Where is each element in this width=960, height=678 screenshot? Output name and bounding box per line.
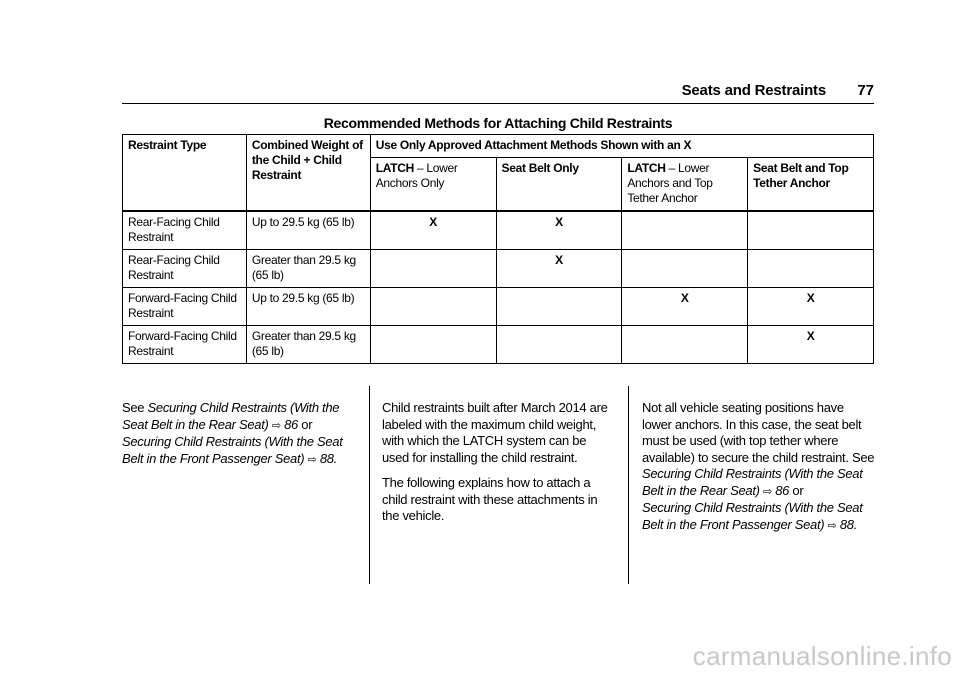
row-mark [370,250,496,288]
reference-arrow-icon: ⇨ [307,453,317,466]
page-ref[interactable]: 86 [775,482,790,498]
table-row [123,288,874,326]
page-number: 77 [857,82,874,99]
row-mark: X [622,288,748,326]
column-divider [369,386,370,584]
row-mark [622,250,748,288]
row-mark [748,211,874,250]
cross-reference-paragraph [122,400,360,468]
row-weight: Up to 29.5 kg (65 lb) [246,288,370,326]
column-divider [628,386,629,584]
method-bold: Seat Belt and Top Tether Anchor [753,161,849,190]
page-ref[interactable]: 88. [319,450,338,466]
reference-arrow-icon: ⇨ [827,519,837,532]
page-ref[interactable]: 86 [284,416,298,432]
cross-reference-link[interactable]: Securing Child Restraints (With the Seat Belt in the Rear Seat) [642,466,863,498]
row-mark [496,288,622,326]
table-row [123,250,874,288]
row-type: Forward-Facing Child Restraint [123,288,247,326]
header-method [496,158,622,212]
table-title: Recommended Methods for Attaching Child Restraints [323,115,673,131]
page-ref[interactable]: 88. [839,516,858,532]
header-method [370,158,496,212]
row-mark: X [370,211,496,250]
watermark: carmanualsonline.info [692,641,952,671]
method-rest: – Lower Anchors Only [375,161,458,190]
cross-reference-link[interactable]: Securing Child Restraints (With the Seat Belt in the Rear Seat) [122,400,340,432]
child-restraint-table [122,134,874,364]
cross-reference-link[interactable]: Securing Child Restraints (With the Seat Belt in the Front Passenger Seat) [122,434,343,466]
row-mark [370,326,496,364]
paragraph: The following explains how to attach a child restraint with these attachments in the vehicle. [382,475,598,523]
header-rule [122,103,874,104]
table-row [123,326,874,364]
text-column-1 [122,400,360,477]
reference-arrow-icon: ⇨ [763,485,772,498]
row-mark: X [496,250,622,288]
cross-reference-link[interactable]: Securing Child Restraints (With the Seat Belt in the Front Passenger Seat) [642,500,863,532]
or-text: or [789,482,804,498]
row-type: Forward-Facing Child Restraint [123,326,247,364]
body-text: Not all vehicle seating positions have lower anchors. In this case, the seat belt must be used (with top tether where available) to secure the child restraint. See [642,400,875,465]
row-mark: X [496,211,622,250]
header-methods-group: Use Only Approved Attachment Methods Shown with an X [370,135,873,158]
header-combined-weight: Combined Weight of the Child + Child Restraint [246,135,370,212]
header-method [622,158,748,212]
row-mark [748,250,874,288]
row-mark: X [748,326,874,364]
table-row [123,211,874,250]
text-column-3 [642,400,876,543]
paragraph: Child restraints built after March 2014 are labeled with the maximum child weight, with which the LATCH system can be used for installing the child restraint. [382,400,608,465]
method-bold: LATCH [375,161,414,175]
header-method [748,158,874,212]
method-bold: Seat Belt Only [501,161,579,175]
or-text: or [297,416,313,432]
row-weight: Greater than 29.5 kg (65 lb) [246,250,370,288]
row-mark [370,288,496,326]
page-header [122,82,874,104]
row-type: Rear-Facing Child Restraint [123,250,247,288]
row-mark: X [748,288,874,326]
row-weight: Greater than 29.5 kg (65 lb) [246,326,370,364]
reference-arrow-icon: ⇨ [271,419,281,432]
method-bold: LATCH [627,161,666,175]
row-weight: Up to 29.5 kg (65 lb) [246,211,370,250]
row-mark [496,326,622,364]
cross-reference-paragraph [642,400,876,534]
row-mark [622,211,748,250]
text-column-2 [382,400,614,534]
row-type: Rear-Facing Child Restraint [123,211,247,250]
table-header-row [123,135,874,158]
see-text: See [122,400,148,415]
header-restraint-type: Restraint Type [123,135,247,212]
section-title: Seats and Restraints [681,82,826,99]
method-rest: – Lower Anchors and Top Tether Anchor [627,161,713,205]
row-mark [622,326,748,364]
